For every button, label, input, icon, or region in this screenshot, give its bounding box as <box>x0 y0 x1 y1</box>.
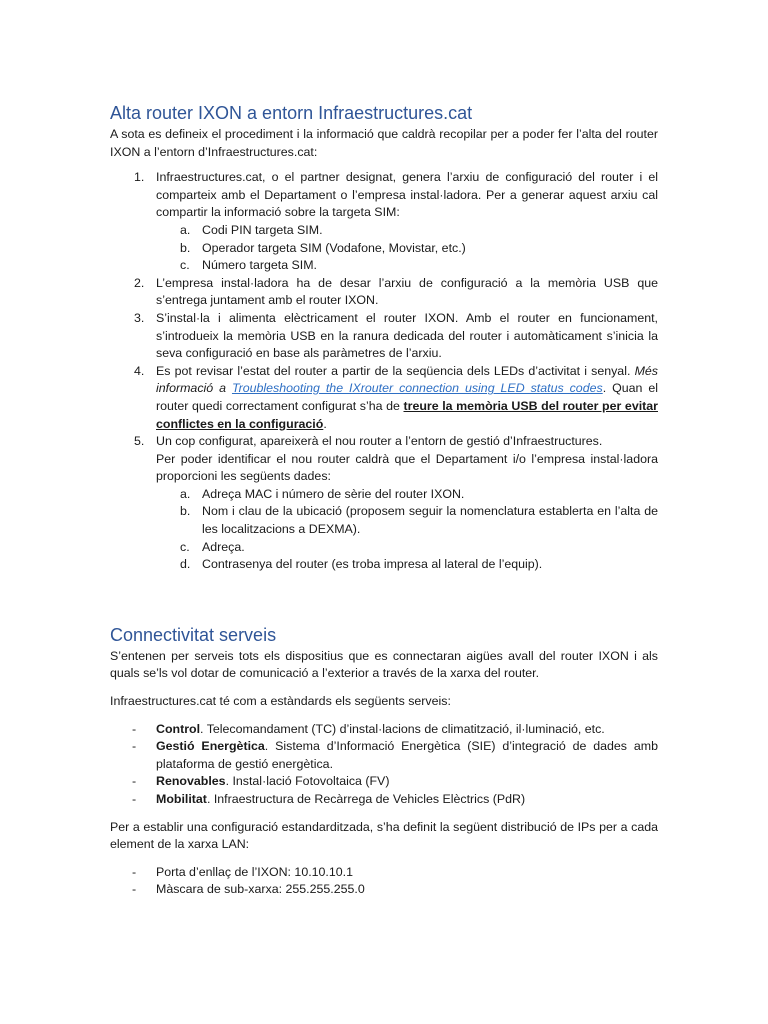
step-3-text: S’instal·la i alimenta elèctricament el router IXON. Amb el router en funcionament, s’introdueix la memòria USB en la ranura dedicada del router i automàticament s’inicia la seva configuració en base als paràmetres de l’arxiu. <box>156 310 658 361</box>
sub-item: b. Nom i clau de la ubicació (proposem seguir la nomenclatura establerta en l’alta de les localitzacions a DEXMA). <box>180 504 658 537</box>
network-list <box>110 864 658 899</box>
list-item: - Mobilitat. Infraestructura de Recàrrega de Vehicles Elèctrics (PdR) <box>132 792 526 806</box>
step-2: 2. L’empresa instal·ladora ha de desar l’arxiu de configuració a la memòria USB que s’entrega juntament amb el router IXON. <box>134 275 658 308</box>
intro-paragraph: A sota es defineix el procediment i la informació que caldrà recopilar per a poder fer l’alta del router IXON a l’entorn d’Infraestructures.cat: <box>110 127 658 159</box>
step-5: 5. Un cop configurat, apareixerà el nou router a l’entorn de gestió d’Infraestructures. Per poder identificar el nou router caldrà que el Departament i/o l’empresa instal·ladora proporcioni les següents dades: a. Adreça MAC i número de sèrie del router IXON. b. Nom i clau de la ubicació (proposem seguir la nomenclatura establerta en l’alta de les localitzacions a DEXMA). c. Adreça. d. Contrasenya del router (es troba impresa al lateral de l’equip). <box>110 433 658 574</box>
services-paragraph: S’entenen per serveis tots els dispositius que es connectaran aigües avall del router IXON i als quals se’ls vol dotar de comunicació a l’exterior a través de la xarxa del router. <box>110 648 658 681</box>
step-5-text: Un cop configurat, apareixerà el nou router a l’entorn de gestió d’Infraestructures. <box>156 434 603 449</box>
sub-item: a. Adreça MAC i número de sèrie del router IXON. <box>180 486 465 501</box>
step-3: 3. S’instal·la i alimenta elèctricament el router IXON. Amb el router en funcionament, s’introdueix la memòria USB en la ranura dedicada del router i automàticament s’inicia la seva configuració en base als paràmetres de l’arxiu. <box>134 310 658 361</box>
step-5-text-2: Per poder identificar el nou router caldrà que el Departament i/o l’empresa instal·ladora proporcioni les següents dades: <box>156 451 658 484</box>
services-list <box>110 721 658 809</box>
section-title-alta-router: Alta router IXON a entorn Infraestructures.cat <box>110 103 473 123</box>
step-1: 1. Infraestructures.cat, o el partner designat, genera l’arxiu de configuració del router i el comparteix amb el Departament o l’empresa instal·ladora. Per a generar aquest arxiu cal compartir la informació sobre la targeta SIM: a. Codi PIN targeta SIM. b. Operador targeta SIM (Vodafone, Movistar, etc.) c. Número targeta SIM. <box>110 169 658 275</box>
section-title-connectivitat: Connectivitat serveis <box>110 624 277 645</box>
standards-paragraph: Infraestructures.cat té com a estàndards els següents serveis: <box>110 694 451 709</box>
list-item: - Gestió Energètica. Sistema d’Informació Energètica (SIE) d’integració de dades amb plataforma de gestió energètica. <box>132 739 658 771</box>
step-1-text: Infraestructures.cat, o el partner designat, genera l’arxiu de configuració del router i el comparteix amb el Departament o l’empresa instal·ladora. Per a generar aquest arxiu cal compartir la informació sobre la targeta SIM: <box>156 170 658 220</box>
sub-item: a. Codi PIN targeta SIM. <box>180 222 323 237</box>
procedure-steps <box>110 169 658 574</box>
list-item: - Renovables. Instal·lació Fotovoltaica (FV) <box>132 774 390 789</box>
ip-config-paragraph: Per a establir una configuració estandarditzada, s’ha definit la següent distribució de IPs per a cada element de la xarxa LAN: <box>110 819 658 852</box>
list-item: - Porta d’enllaç de l’IXON: 10.10.10.1 <box>132 864 353 879</box>
list-item: - Màscara de sub-xarxa: 255.255.255.0 <box>132 882 365 897</box>
usb-warning: treure la memòria USB del router per evitar conflictes en la configuració <box>156 398 658 431</box>
troubleshooting-led-link[interactable]: Troubleshooting the IXrouter connection using LED status codes <box>231 381 603 396</box>
sim-info-list <box>156 222 658 275</box>
sub-item: c. Adreça. <box>180 539 245 554</box>
sub-item: b. Operador targeta SIM (Vodafone, Movistar, etc.) <box>180 240 466 255</box>
router-data-list <box>156 486 658 574</box>
sub-item: c. Número targeta SIM. <box>180 258 318 273</box>
step-4: 4. Es pot revisar l’estat del router a partir de la seqüencia dels LEDs d’activitat i senyal. Més informació a Troubleshooting the IXrouter connection using LED status codes. Quan el router quedi correctament configurat s’ha de treure la memòria USB del router per evitar conflictes en la configuració. <box>134 363 658 431</box>
list-item: - Control. Telecomandament (TC) d’instal·lacions de climatització, il·luminació, etc. <box>132 721 605 736</box>
sub-item: d. Contrasenya del router (es troba impresa al lateral de l’equip). <box>180 557 543 572</box>
step-2-text: L’empresa instal·ladora ha de desar l’arxiu de configuració a la memòria USB que s’entrega juntament amb el router IXON. <box>156 275 658 308</box>
document-content <box>110 100 658 899</box>
